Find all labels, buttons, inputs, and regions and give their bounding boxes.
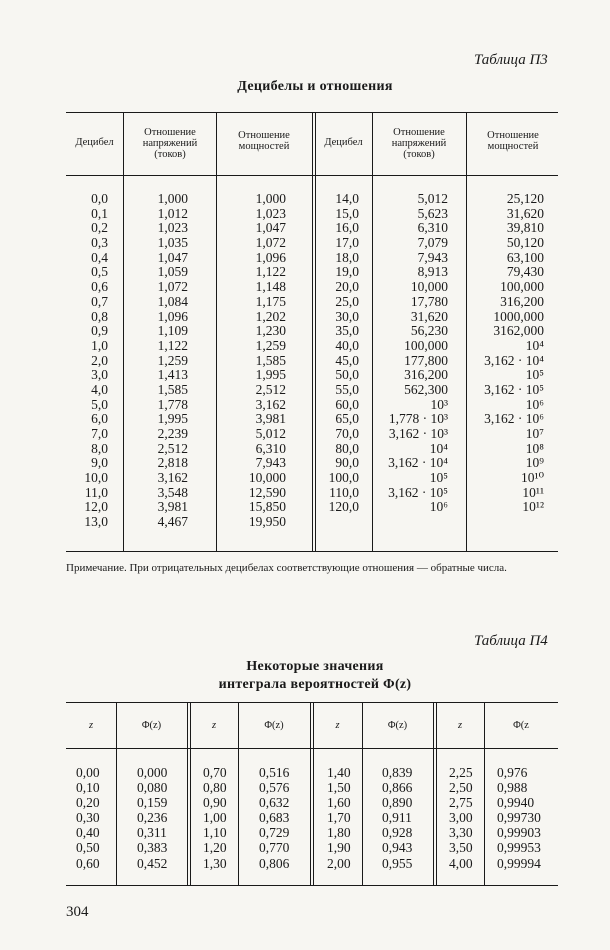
table-p3-header-decibel-2: Децибел — [324, 137, 363, 148]
table-cell: 1,096 — [157, 308, 188, 324]
table-cell: 316,200 — [404, 367, 448, 383]
table-cell: 1,778 · 10³ — [388, 411, 448, 427]
table-cell: 0,988 — [497, 780, 528, 796]
table-cell: 0,576 — [259, 780, 290, 796]
table-p3-col-power-ratio — [219, 192, 286, 530]
table-cell: 1,122 — [157, 337, 188, 353]
table-cell: 1000,000 — [493, 308, 544, 324]
table-cell: 10,0 — [84, 470, 108, 486]
table-p4-col-divider — [310, 702, 311, 885]
table-p4-header-phi-4: Φ(z — [513, 720, 529, 731]
table-cell: 10⁴ — [525, 337, 544, 353]
table-cell: 65,0 — [335, 411, 359, 427]
table-cell: 1,413 — [157, 367, 188, 383]
table-cell: 1,230 — [255, 323, 286, 339]
table-cell: 80,0 — [335, 440, 359, 456]
table-cell: 0,99903 — [497, 825, 541, 841]
table-cell: 1,047 — [255, 220, 286, 236]
table-cell: 0,4 — [91, 249, 108, 265]
page-number: 304 — [66, 904, 89, 920]
table-p4-col-divider — [187, 702, 188, 885]
table-p4-col-phi4 — [497, 765, 541, 871]
table-cell: 10³ — [430, 396, 448, 412]
table-cell: 3,981 — [255, 411, 286, 427]
table-p4-col-phi3 — [382, 765, 412, 871]
table-cell: 1,995 — [157, 411, 188, 427]
table-cell: 3,30 — [449, 825, 473, 841]
table-cell: 0,955 — [382, 855, 413, 871]
table-cell: 1,047 — [157, 249, 188, 265]
table-p3-col-divider — [312, 112, 313, 551]
table-cell: 3,162 · 10⁴ — [484, 352, 544, 368]
table-cell: 0,5 — [91, 264, 108, 280]
table-p3-col-power-ratio-2 — [468, 192, 544, 515]
table-p4-col-z4 — [449, 765, 473, 871]
table-cell: 0,770 — [259, 840, 290, 856]
table-cell: 0,236 — [137, 810, 168, 826]
table-p4-col-z3 — [327, 765, 351, 871]
table-cell: 7,943 — [255, 455, 286, 471]
table-cell: 1,585 — [157, 381, 188, 397]
table-cell: 0,60 — [76, 855, 100, 871]
table-cell: 10,000 — [410, 279, 448, 295]
table-cell: 562,300 — [404, 381, 448, 397]
table-cell: 3162,000 — [493, 323, 544, 339]
table-cell: 12,0 — [84, 499, 108, 515]
table-p4-header-z-3: z — [335, 720, 340, 731]
table-cell: 11,0 — [84, 484, 108, 500]
table-cell: 40,0 — [335, 337, 359, 353]
table-cell: 25,0 — [335, 293, 359, 309]
table-p4-header-z-2: z — [211, 720, 217, 731]
table-p4-header-phi: Φ(z) — [141, 720, 162, 731]
table-cell: 3,162 · 10⁵ — [484, 381, 544, 397]
table-p3-note-text: Примечание. При отрицательных децибелах соответствующие отношения — обратные числа. — [66, 562, 507, 574]
table-cell: 0,80 — [203, 780, 227, 796]
table-cell: 1,096 — [255, 249, 286, 265]
table-cell: 1,259 — [255, 337, 286, 353]
table-cell: 0,00 — [76, 765, 100, 780]
table-cell: 0,911 — [382, 810, 412, 826]
table-p4-header-z-4: z — [457, 720, 463, 731]
table-cell: 1,10 — [203, 825, 227, 841]
table-p4-header-z: z — [88, 720, 94, 731]
table-cell: 1,0 — [91, 337, 108, 353]
table-cell: 7,079 — [417, 235, 448, 251]
table-cell: 0,839 — [382, 765, 413, 780]
table-p3-col-decibel-2 — [315, 192, 359, 515]
table-cell: 0,8 — [91, 308, 108, 324]
table-cell: 10⁶ — [429, 499, 448, 515]
table-cell: 0,311 — [137, 825, 167, 841]
table-cell: 1,20 — [203, 840, 227, 856]
table-cell: 2,25 — [449, 765, 473, 780]
table-cell: 63,100 — [506, 249, 544, 265]
table-cell: 0,383 — [137, 840, 168, 856]
table-cell: 3,50 — [449, 840, 473, 856]
table-cell: 10⁷ — [525, 426, 544, 441]
table-p4-bottom-rule — [66, 885, 558, 886]
table-cell: 1,202 — [255, 308, 286, 324]
table-cell: 0,6 — [91, 279, 108, 295]
table-cell: 1,122 — [255, 264, 286, 280]
table-cell: 17,780 — [410, 293, 448, 309]
table-cell: 16,0 — [335, 220, 359, 236]
table-cell: 3,162 · 10⁶ — [484, 411, 544, 427]
table-p3-bottom-rule — [66, 551, 558, 552]
table-cell: 5,012 — [417, 191, 448, 206]
table-cell: 0,729 — [259, 825, 290, 841]
table-cell: 4,00 — [449, 855, 473, 871]
table-cell: 0,159 — [137, 795, 168, 811]
table-cell: 3,548 — [157, 484, 188, 500]
table-p4-col-divider — [433, 702, 434, 885]
table-cell: 0,943 — [382, 840, 413, 856]
table-cell: 0,452 — [137, 855, 168, 871]
table-cell: 2,239 — [157, 426, 188, 441]
table-cell: 4,467 — [157, 514, 188, 530]
table-cell: 15,0 — [335, 205, 359, 221]
table-p3-header-power-ratio: Отношение мощностей — [238, 130, 290, 152]
table-cell: 14,0 — [335, 191, 359, 206]
table-cell: 5,012 — [255, 426, 286, 441]
table-cell: 10⁵ — [525, 367, 544, 383]
table-cell: 8,913 — [417, 264, 448, 280]
table-cell: 0,632 — [259, 795, 290, 811]
table-cell: 0,10 — [76, 780, 100, 796]
table-cell: 0,99730 — [497, 810, 541, 826]
table-p4-col-phi1 — [137, 765, 167, 871]
table-cell: 1,000 — [157, 191, 188, 206]
table-cell: 1,80 — [327, 825, 351, 841]
table-cell: 10¹² — [522, 499, 544, 515]
table-cell: 2,0 — [91, 352, 108, 368]
table-cell: 0,976 — [497, 765, 528, 780]
table-cell: 56,230 — [410, 323, 448, 339]
table-p3-header-power-ratio-2: Отношение мощностей — [487, 130, 539, 152]
table-cell: 2,512 — [157, 440, 188, 456]
table-cell: 0,890 — [382, 795, 413, 811]
table-cell: 2,818 — [157, 455, 188, 471]
table-cell: 0,50 — [76, 840, 100, 856]
table-cell: 39,810 — [506, 220, 544, 236]
table-cell: 1,585 — [255, 352, 286, 368]
table-cell: 0,2 — [91, 220, 108, 236]
table-cell: 0,7 — [91, 293, 108, 309]
table-p4-header-phi-3: Φ(z) — [387, 720, 408, 731]
table-cell: 1,072 — [255, 235, 286, 251]
table-cell: 45,0 — [335, 352, 359, 368]
table-cell: 19,950 — [248, 514, 286, 530]
table-cell: 0,0 — [91, 191, 108, 206]
table-cell: 2,512 — [255, 381, 286, 397]
table-cell: 100,000 — [500, 279, 544, 295]
table-cell: 15,850 — [248, 499, 286, 515]
table-cell: 55,0 — [335, 381, 359, 397]
table-cell: 30,0 — [335, 308, 359, 324]
table-cell: 100,0 — [328, 470, 359, 486]
table-cell: 2,75 — [449, 795, 473, 811]
table-p3-title: Децибелы и отношения — [237, 79, 393, 94]
table-p3-col-divider — [123, 112, 124, 551]
table-p3-header-decibel: Децибел — [75, 137, 114, 148]
table-p3-col-divider — [466, 112, 467, 551]
table-cell: 35,0 — [335, 323, 359, 339]
table-cell: 3,162 · 10⁴ — [388, 455, 448, 471]
table-cell: 50,120 — [506, 235, 544, 251]
table-cell: 0,806 — [259, 855, 290, 871]
table-cell: 7,943 — [417, 249, 448, 265]
table-cell: 50,0 — [335, 367, 359, 383]
table-cell: 4,0 — [91, 381, 108, 397]
table-cell: 0,9940 — [497, 795, 535, 811]
table-cell: 3,162 — [255, 396, 286, 412]
table-cell: 7,0 — [91, 426, 108, 441]
table-cell: 1,023 — [255, 205, 286, 221]
table-cell: 0,90 — [203, 795, 227, 811]
table-cell: 17,0 — [335, 235, 359, 251]
table-cell: 316,200 — [500, 293, 544, 309]
table-cell: 0,000 — [137, 765, 168, 780]
table-cell: 0,20 — [76, 795, 100, 811]
table-cell: 0,99953 — [497, 840, 541, 856]
table-cell: 3,0 — [91, 367, 108, 383]
table-cell: 120,0 — [328, 499, 359, 515]
table-cell: 0,30 — [76, 810, 100, 826]
table-cell: 90,0 — [335, 455, 359, 471]
table-cell: 0,866 — [382, 780, 413, 796]
table-p3-caption: Таблица П3 — [474, 52, 548, 68]
table-p3-header-voltage-ratio-2: Отношение напряжений (токов) — [391, 127, 447, 160]
table-p3-header-voltage-ratio: Отношение напряжений (токов) — [142, 127, 198, 160]
table-cell: 10¹¹ — [522, 484, 544, 500]
table-cell: 31,620 — [410, 308, 448, 324]
table-cell: 6,310 — [255, 440, 286, 456]
table-cell: 5,623 — [417, 205, 448, 221]
table-cell: 0,1 — [91, 205, 108, 221]
table-p4-header-phi-2: Φ(z) — [264, 720, 284, 731]
table-cell: 13,0 — [84, 514, 108, 530]
table-p4-title-line2: интеграла вероятностей Φ(z) — [218, 677, 412, 692]
table-p3-col-voltage-ratio-2 — [375, 192, 448, 515]
table-cell: 1,109 — [157, 323, 188, 339]
table-cell: 0,70 — [203, 765, 227, 780]
table-cell: 12,590 — [248, 484, 286, 500]
table-cell: 1,90 — [327, 840, 351, 856]
table-cell: 25,120 — [506, 191, 544, 206]
table-cell: 19,0 — [335, 264, 359, 280]
table-cell: 3,981 — [157, 499, 188, 515]
table-cell: 2,00 — [327, 855, 351, 871]
table-p3-col-voltage-ratio — [126, 192, 188, 530]
table-cell: 1,084 — [157, 293, 188, 309]
table-cell: 1,023 — [157, 220, 188, 236]
table-cell: 10¹⁰ — [521, 470, 544, 486]
table-cell: 10⁹ — [525, 455, 544, 471]
table-cell: 177,800 — [404, 352, 448, 368]
table-p4-title-line1: Некоторые значения — [246, 659, 384, 674]
table-cell: 1,60 — [327, 795, 351, 811]
table-cell: 9,0 — [91, 455, 108, 471]
table-cell: 60,0 — [335, 396, 359, 412]
table-cell: 3,162 · 10³ — [388, 426, 448, 441]
table-cell: 1,778 — [157, 396, 188, 412]
table-cell: 110,0 — [329, 484, 359, 500]
table-cell: 1,035 — [157, 235, 188, 251]
table-cell: 0,516 — [259, 765, 290, 780]
table-cell: 1,50 — [327, 780, 351, 796]
table-cell: 0,40 — [76, 825, 100, 841]
table-cell: 1,072 — [157, 279, 188, 295]
table-p3-col-decibel — [66, 192, 108, 530]
table-cell: 1,175 — [255, 293, 286, 309]
table-cell: 10⁶ — [525, 396, 544, 412]
table-cell: 0,99994 — [497, 855, 541, 871]
table-p3-col-divider — [216, 112, 217, 551]
table-cell: 0,9 — [91, 323, 108, 339]
table-cell: 10,000 — [248, 470, 286, 486]
table-cell: 1,012 — [157, 205, 188, 221]
table-cell: 1,70 — [327, 810, 351, 826]
table-p4-caption: Таблица П4 — [474, 633, 548, 649]
table-cell: 3,162 · 10⁵ — [388, 484, 448, 500]
table-cell: 0,683 — [259, 810, 290, 826]
table-cell: 79,430 — [506, 264, 544, 280]
table-cell: 10⁸ — [525, 440, 544, 456]
table-cell: 1,059 — [157, 264, 188, 280]
table-cell: 18,0 — [335, 249, 359, 265]
table-cell: 0,080 — [137, 780, 168, 796]
table-cell: 1,259 — [157, 352, 188, 368]
table-cell: 1,995 — [255, 367, 286, 383]
table-cell: 1,00 — [203, 810, 227, 826]
table-cell: 8,0 — [91, 440, 108, 456]
table-p4-col-z2 — [203, 765, 227, 871]
table-cell: 1,30 — [203, 855, 227, 871]
table-cell: 31,620 — [506, 205, 544, 221]
table-p4-col-phi2 — [259, 765, 289, 871]
table-cell: 20,0 — [335, 279, 359, 295]
table-cell: 100,000 — [404, 337, 448, 353]
table-cell: 10⁴ — [429, 440, 448, 456]
table-cell: 1,40 — [327, 765, 351, 780]
table-cell: 6,310 — [417, 220, 448, 236]
table-cell: 1,148 — [255, 279, 286, 295]
table-cell: 5,0 — [91, 396, 108, 412]
table-cell: 3,162 — [157, 470, 188, 486]
table-p3-note — [66, 561, 558, 575]
table-cell: 70,0 — [335, 426, 359, 441]
table-cell: 1,000 — [255, 191, 286, 206]
table-cell: 0,928 — [382, 825, 413, 841]
table-p3-col-divider — [372, 112, 373, 551]
table-cell: 2,50 — [449, 780, 473, 796]
table-cell: 10⁵ — [429, 470, 448, 486]
table-cell: 6,0 — [91, 411, 108, 427]
table-p4-col-z1 — [76, 765, 100, 871]
table-cell: 3,00 — [449, 810, 473, 826]
table-cell: 0,3 — [91, 235, 108, 251]
